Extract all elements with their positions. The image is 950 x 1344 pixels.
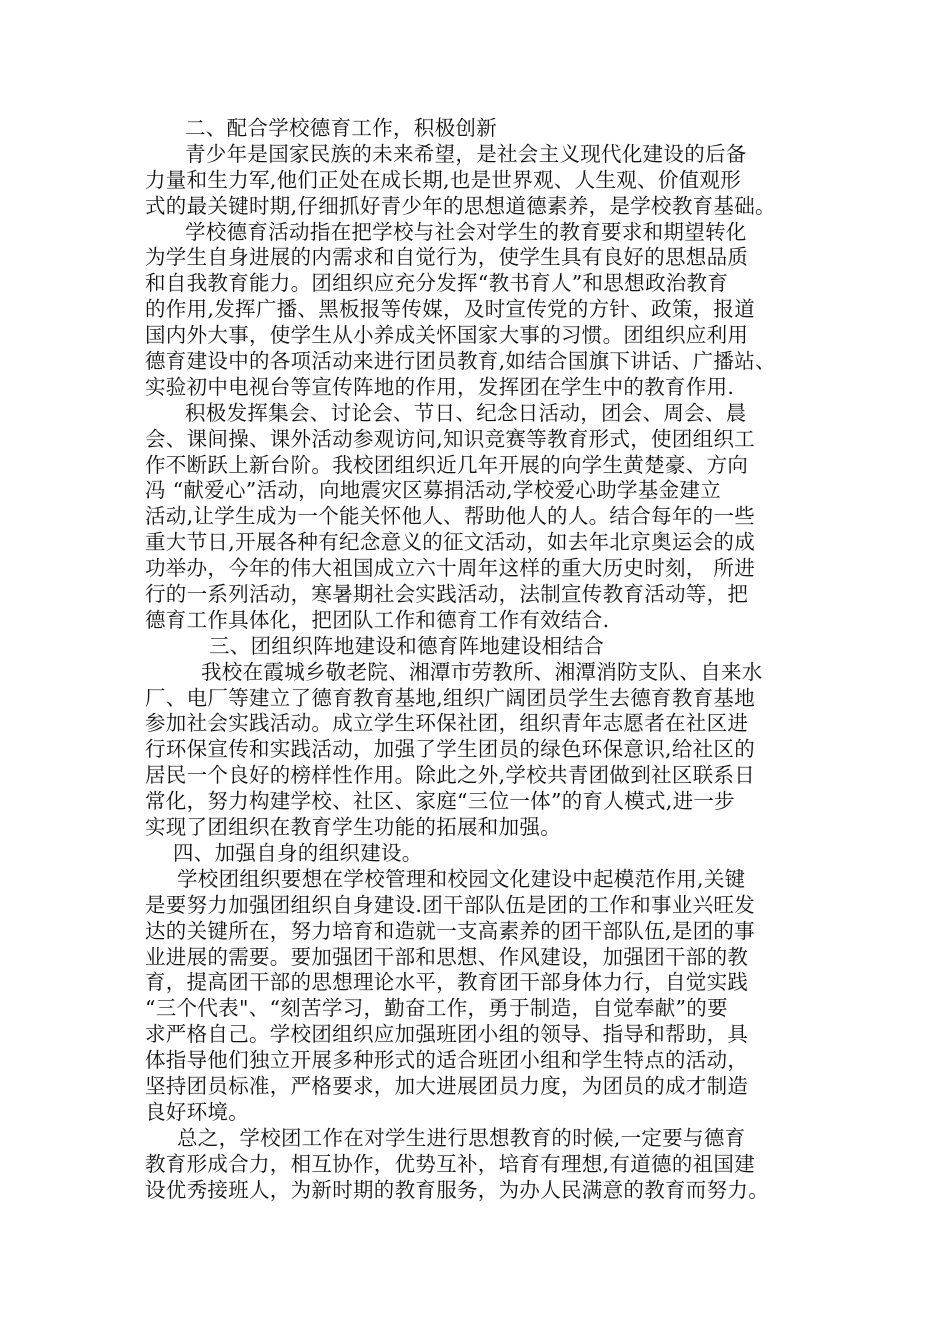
text-line: 厂、电厂等建立了德育教育基地,组织广阔团员学生去德育教育基地 (145, 685, 756, 710)
text-line: 行的一系列活动，寒暑期社会实践活动，法制宣传教育活动等，把 (145, 582, 749, 607)
paragraph-organization (145, 867, 825, 1126)
text-line: 体指导他们独立开展多种形式的适合班团小组和学生特点的活动， (145, 1048, 749, 1073)
text-line: 学校德育活动指在把学校与社会对学生的教育要求和期望转化 (185, 219, 747, 244)
text-line: 活动,让学生成为一个能关怀他人、帮助他人的人。结合每年的一些 (145, 504, 756, 529)
section-heading-3: 三、团组织阵地建设和德育阵地建设相结合 (209, 633, 605, 658)
section-heading-4: 四、加强自身的组织建设。 (173, 840, 423, 865)
document-body (145, 116, 825, 1203)
text-line: 坚持团员标准，严格要求，加大进展团员力度，为团员的成才制造 (145, 1073, 749, 1098)
text-line: 我校在霞城乡敬老院、湘潭市劳教所、湘潭消防支队、自来水 (201, 659, 763, 684)
text-line: 教育形成合力，相互协作，优势互补，培育有理想,有道德的祖国建 (145, 1151, 756, 1176)
text-line: 总之，学校团工作在对学生进行思想教育的时候,一定要与德育 (177, 1125, 746, 1150)
text-line: 为学生自身进展的内需求和自觉行为，使学生具有良好的思想品质 (145, 245, 749, 270)
text-line: 实现了团组织在教育学生功能的拓展和加强。 (145, 815, 561, 840)
text-line: 行环保宣传和实践活动，加强了学生团员的绿色环保意识,给社区的 (145, 737, 756, 762)
text-line: 功举办，今年的伟大祖国成立六十周年这样的重大历史时刻， 所进 (145, 556, 756, 581)
paragraph-bases (145, 660, 825, 841)
text-line: 力量和生力军,他们正处在成长期,也是世界观、人生观、价值观形 (145, 167, 742, 192)
text-line: 业进展的需要。要加强团干部和思想、作风建设，加强团干部的教 (145, 944, 749, 969)
section-heading-2: 二、配合学校德育工作，积极创新 (185, 116, 497, 140)
text-line: 育，提高团干部的思想理论水平，教育团干部身体力行，自觉实践 (145, 970, 749, 995)
text-line: 作不断跃上新台阶。我校团组织近几年开展的向学生黄楚豪、方向 (145, 452, 749, 477)
text-line: 达的关键所在，努力培育和造就一支高素养的团干部队伍,是团的事 (145, 918, 756, 943)
text-line: 居民一个良好的榜样性作用。除此之外,学校共青团做到社区联系日 (145, 763, 756, 788)
text-line: 实验初中电视台等宣传阵地的作用，发挥团在学生中的教育作用. (145, 374, 735, 399)
text-line: 式的最关键时期,仔细抓好青少年的思想道德素养，是学校教育基础。 (145, 193, 776, 218)
text-line: 和自我教育能力。团组织应充分发挥“教书育人”和思想政治教育 (145, 271, 729, 296)
text-line: 的作用,发挥广播、黑板报等传媒，及时宣传党的方针、政策，报道 (145, 297, 756, 322)
text-line: 良好环境。 (145, 1099, 249, 1124)
text-line: 国内外大事，使学生从小养成关怀国家大事的习惯。团组织应利用 (145, 323, 749, 348)
text-line: 积极发挥集会、讨论会、节日、纪念日活动，团会、周会、晨 (185, 400, 747, 425)
text-line: 学校团组织要想在学校管理和校园文化建设中起模范作用,关键 (177, 866, 746, 891)
paragraph-gatherings (145, 401, 825, 634)
text-line: 德育工作具体化，把团队工作和德育工作有效结合. (145, 607, 610, 632)
text-line: 德育建设中的各项活动来进行团员教育,如结合国旗下讲话、广播站、 (145, 349, 776, 374)
text-line: “三个代表"、“刻苦学习，勤奋工作，勇于制造，自觉奉献”的要 (145, 996, 728, 1021)
text-line: 是要努力加强团组织自身建设.团干部队伍是团的工作和事业兴旺发 (145, 892, 756, 917)
text-line: 重大节日,开展各种有纪念意义的征文活动，如去年北京奥运会的成 (145, 530, 756, 555)
text-line: 求严格自己。学校团组织应加强班团小组的领导、指导和帮助，具 (145, 1022, 749, 1047)
text-line: 青少年是国家民族的未来希望，是社会主义现代化建设的后备 (185, 141, 747, 166)
text-line: 会、课间操、课外活动参观访问,知识竞赛等教育形式，使团组织工 (145, 426, 756, 451)
text-line: 冯 “献爱心”活动，向地震灾区募捐活动,学校爱心助学基金建立 (145, 478, 721, 503)
paragraph-moral-activities (145, 220, 825, 401)
text-line: 参加社会实践活动。成立学生环保社团，组织青年志愿者在社区进 (145, 711, 749, 736)
text-line: 常化，努力构建学校、社区、家庭“三位一体”的育人模式,进一步 (145, 789, 735, 814)
paragraph-conclusion (145, 1126, 825, 1204)
paragraph-youth (145, 142, 825, 220)
text-line: 设优秀接班人，为新时期的教育服务，为办人民满意的教育而努力。 (145, 1177, 769, 1202)
